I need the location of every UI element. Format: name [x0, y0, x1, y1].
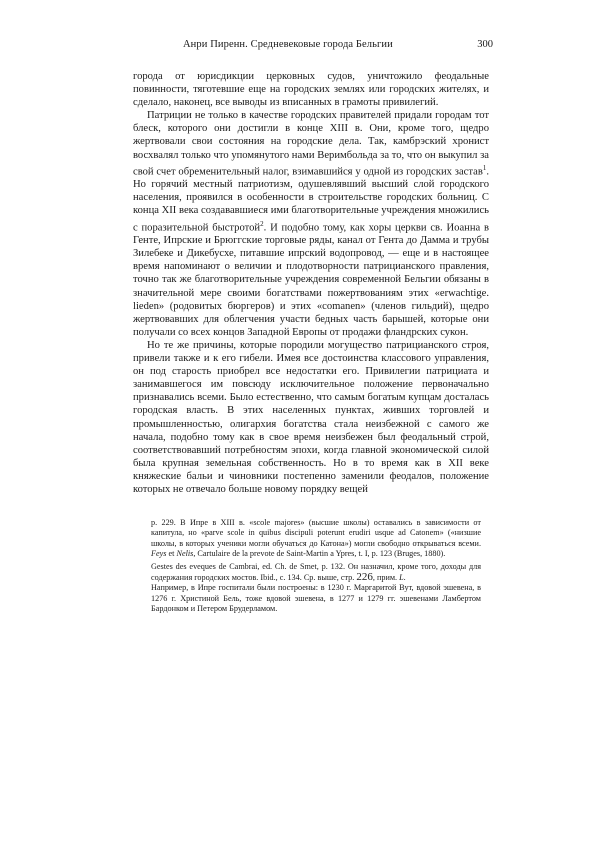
- main-text: [133, 70, 489, 496]
- paragraph-continuation: города от юрисдикции церковных судов, уничтожило феодальные повинности, тяготевшие еще на городских землях или городских жителях, и сделало, наконец, все выводы из вписанных в грамоты привилегий.: [133, 71, 489, 109]
- page-number: 300: [477, 39, 493, 50]
- paragraph-patricians-part-2: . Но горячий местный патриотизм, одушевлявший высший слой городского населения, проявился в особенности в строительстве городских больниц. С конца XII века создававшиеся ими благотворительные учреждения множились с поразительной быстротой: [133, 166, 489, 234]
- footnote-ref-1[interactable]: 1: [482, 163, 487, 172]
- footnote-1-page: 226: [356, 571, 373, 584]
- footnote-1-text: Gestes des eveques de Cambrai, ed. Ch. de Smet, p. 132. Он назначил, кроме того, доходы для содержания городских мостов. Ibid., с. 134. Ср. выше, стр.: [151, 561, 481, 583]
- footnote-continued-text: р. 229. В Ипре в XIII в. «scole majores» (высшие школы) оставались в зависимости от капитула, но «parve scole in quibus discipuli poterunt erudiri usque ad Catonem» («низшие школы, в которых ученики могли обучаться до Катона») могли свободно открываться всеми.: [151, 518, 481, 548]
- footnote-continued: [151, 518, 481, 560]
- footnote-1-text-2: , прим.: [372, 573, 400, 583]
- footnote-citation: , Cartulaire de la prevote de Saint-Martin a Ypres, t. I, p. 123 (Bruges, 1880).: [193, 549, 446, 559]
- footnote-author-2: Nelis: [176, 549, 194, 559]
- header-title: Анри Пиренн. Средневековые города Бельгии: [183, 39, 393, 50]
- paragraph-patricians-part-3: . И подобно тому, как хоры церкви св. Иоанна в Генте, Ипрские и Брюггские торговые ряды, канал от Гента до Дамма и трубы Зилебеке и Дикебусхе, питавшие ипрский водопровод, — еще и в настоящее время напоминают о величии и плодотворности патрицианского правления, точно так же благотворительные учреждения современной Бельгии обязаны в значительной мере своими богатствами пожертвованиям этих «erwachtige. lieden» (родовитых бюргеров) и этих «comanen» (членов гильдий), щедро жертвовавших для облегчения участи бедных часть барышей, которые они получали со всех концов Западной Европы от продажи фландрских сукон.: [133, 222, 489, 338]
- paragraph-patricians: [133, 109, 489, 339]
- footnote-author: Feys: [151, 549, 167, 559]
- footnote-2: Например, в Ипре госпитали были построены: в 1230 г. Маргаритой Вут, вдовой эшевена, в 1276 г. Христиной Бель, тоже вдовой эшевена, в 1277 и 1279 гг. эшевенами Ламбертом Бардонком и Петером Брудерламом.: [151, 583, 481, 614]
- footnote-1: [151, 562, 481, 584]
- paragraph-patricians-part-1: Патриции не только в качестве городских правителей придали городам тот блеск, которого они достигли в конце XIII в. Они, кроме того, щедро жертвовали свои состояния на городские дела. Так, камбрэский хронист восхвалял только что упомянутого нами Веримбольда за то, что он выкупил за свой счет обременительный налог, взимавшийся у одной из городских застав: [133, 110, 489, 178]
- footnote-1-note: L: [399, 573, 404, 583]
- footnote-conjunction: et: [166, 549, 177, 559]
- paragraph-decline: Но те же причины, которые породили могущество патрицианского строя, привели также и к его гибели. Имея все достоинства классового управления, он под старость приобрел все недостатки его. Привилегии патрициата и занимавшегося им повсюду исключительное положение первоначально признавались всеми. Было естественно, что самым богатым купцам досталась городская власть. В этих населенных пунктах, живших торговлей и промышленностью, олигархия богатства стала неизбежной с самого же начала, подобно тому как в свое время неизбежен был феодальный строй, соответствовавший потребностям эпохи, когда главной экономической силой была крупная земельная собственность. Но в то время как в XII веке княжеские бальи и чиновники постепенно заменили феодалов, положение которых не отвечало больше новому порядку вещей: [133, 339, 489, 495]
- running-header: [183, 38, 493, 52]
- footnote-ref-2[interactable]: 2: [260, 219, 264, 228]
- footnotes: [151, 518, 481, 615]
- footnote-1-end: .: [403, 573, 406, 583]
